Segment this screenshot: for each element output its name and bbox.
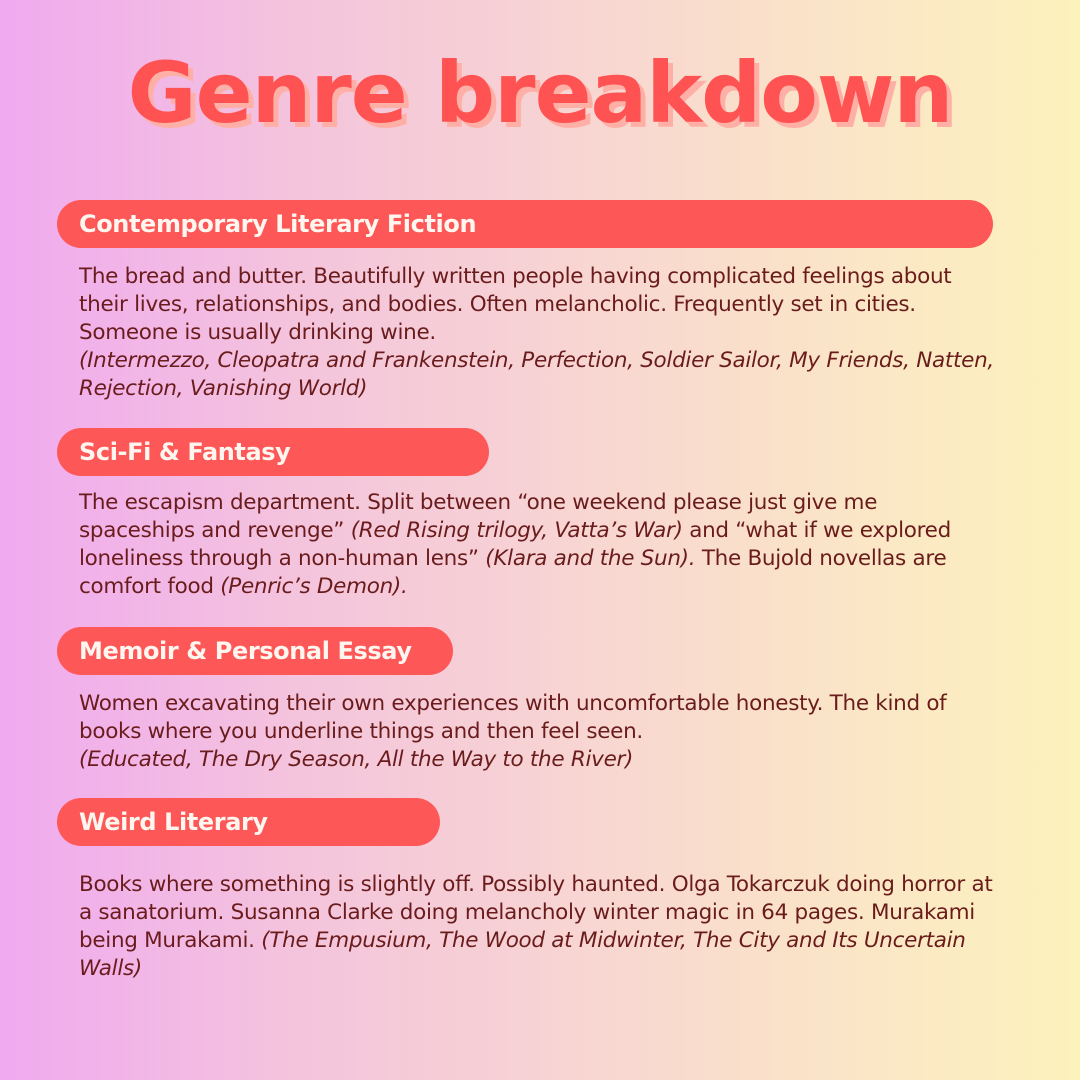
book-list: (Red Rising trilogy, Vatta’s War) — [350, 518, 683, 543]
description-text: Books where something is slightly off. Possibly haunted. Olga Tokarczuk doing horror at a sanatorium. Susanna Clarke doing melancholy winter magic in 64 pages. Murakami being Murakami. — [79, 872, 993, 953]
genre-heading-weird: Weird Literary — [57, 798, 440, 846]
description-text: The escapism department. Split between “one weekend please just give me spaceships and revenge” — [79, 490, 878, 543]
genre-heading-memoir: Memoir & Personal Essay — [57, 627, 453, 675]
genre-description-contemporary — [79, 263, 999, 403]
genre-description-weird — [79, 871, 999, 983]
description-text: and “what if we explored loneliness through a non-human lens” — [79, 518, 951, 571]
book-list: (Intermezzo, Cleopatra and Frankenstein, Perfection, Soldier Sailor, My Friends, Natten, Rejection, Vanishing World) — [79, 348, 994, 401]
description-text: The bread and butter. Beautifully written people having complicated feelings about their lives, relationships, and bodies. Often melancholic. Frequently set in cities. Someone is usually drinking wine. — [79, 264, 952, 345]
genre-heading-scifi: Sci-Fi & Fantasy — [57, 428, 489, 476]
book-list: (The Empusium, The Wood at Midwinter, The City and Its Uncertain Walls) — [79, 928, 966, 981]
book-list: (Educated, The Dry Season, All the Way to the River) — [79, 747, 634, 772]
description-text: Women excavating their own experiences with uncomfortable honesty. The kind of books where you underline things and then feel seen. — [79, 691, 947, 744]
genre-description-scifi — [79, 489, 999, 601]
genre-description-memoir — [79, 690, 999, 774]
description-text: The Bujold novellas are comfort food — [79, 546, 947, 599]
genre-heading-contemporary: Contemporary Literary Fiction — [57, 200, 993, 248]
book-list: (Klara and the Sun). — [485, 546, 696, 571]
book-list: (Penric’s Demon). — [220, 574, 408, 599]
page-title: Genre breakdown — [127, 44, 953, 142]
